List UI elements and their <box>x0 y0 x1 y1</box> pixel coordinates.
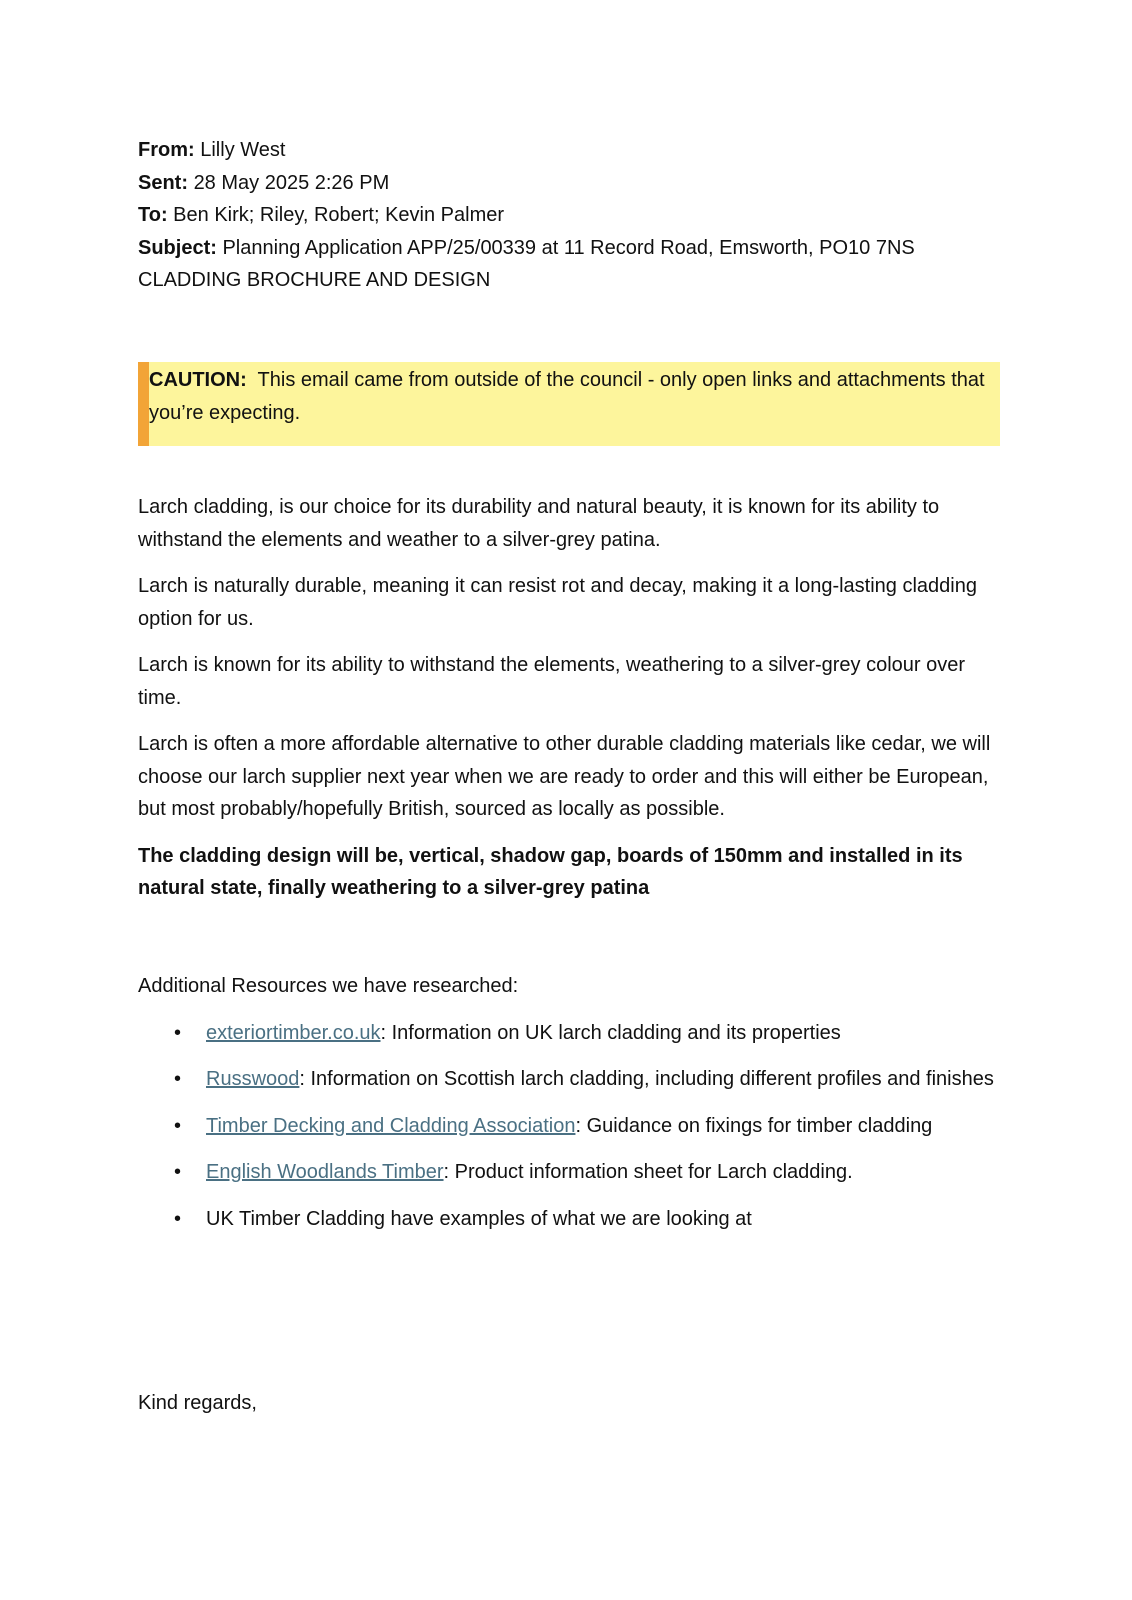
resources-section <box>138 970 1000 1249</box>
subject-label: Subject: <box>138 236 217 259</box>
email-body <box>138 491 1000 919</box>
list-item <box>138 1017 1000 1050</box>
list-item <box>138 1156 1000 1189</box>
resources-intro: Additional Resources we have researched: <box>138 975 519 997</box>
design-statement: The cladding design will be, vertical, shadow gap, boards of 150mm and installed in its natural state, finally weathering to a silver-grey patina <box>138 844 963 899</box>
sent-line <box>138 167 1000 200</box>
list-item-text: : Guidance on fixings for timber cladding <box>575 1114 933 1137</box>
link-tdca[interactable]: Timber Decking and Cladding Association <box>206 1114 576 1137</box>
list-item-text: : Information on Scottish larch cladding, including different profiles and finishes <box>299 1068 994 1090</box>
link-russwood[interactable]: Russwood <box>206 1068 300 1090</box>
signoff: Kind regards, <box>138 1392 257 1414</box>
link-exteriortimber[interactable]: exteriortimber.co.uk <box>206 1021 381 1044</box>
bullet-icon: • <box>174 1021 182 1044</box>
caution-banner <box>138 362 1000 446</box>
link-english-woodlands[interactable]: English Woodlands Timber <box>206 1161 444 1183</box>
from-value: Lilly West <box>200 139 286 161</box>
from-line <box>138 134 1000 167</box>
caution-label: CAUTION: <box>149 369 247 391</box>
list-item <box>138 1063 1000 1096</box>
subject-line <box>138 232 1000 265</box>
list-item-text: : Information on UK larch cladding and its properties <box>380 1021 841 1044</box>
sent-value: 28 May 2025 2:26 PM <box>193 171 390 194</box>
body-paragraph: Larch is often a more affordable alternative to other durable cladding materials like cedar, we will choose our larch supplier next year when we are ready to order and this will either be European, but most probably/hopefully British, sourced as locally as possible. <box>138 733 991 820</box>
list-item-text: : Product information sheet for Larch cladding. <box>443 1161 853 1183</box>
subject-line-continued: CLADDING BROCHURE AND DESIGN <box>138 269 491 291</box>
list-item <box>138 1110 1000 1143</box>
subject-value: Planning Application APP/25/00339 at 11 Record Road, Emsworth, PO10 7NS <box>222 236 915 259</box>
resources-list <box>138 1017 1000 1236</box>
bullet-icon: • <box>174 1068 182 1090</box>
caution-text: This email came from outside of the council - only open links and attachments that you’re expecting. <box>149 369 985 424</box>
list-item <box>138 1203 1000 1236</box>
body-paragraph: Larch is known for its ability to withstand the elements, weathering to a silver-grey colour over time. <box>138 654 966 709</box>
email-header <box>138 134 1000 297</box>
bullet-icon: • <box>174 1207 182 1230</box>
body-paragraph: Larch cladding, is our choice for its durability and natural beauty, it is known for its ability to withstand the elements and weather to a silver-grey patina. <box>138 496 940 551</box>
to-label: To: <box>138 204 168 226</box>
body-paragraph: Larch is naturally durable, meaning it can resist rot and decay, making it a long-lasting cladding option for us. <box>138 575 977 630</box>
from-label: From: <box>138 139 195 161</box>
sent-label: Sent: <box>138 171 188 194</box>
to-line <box>138 199 1000 232</box>
to-value: Ben Kirk; Riley, Robert; Kevin Palmer <box>173 204 505 226</box>
list-item-text: UK Timber Cladding have examples of what we are looking at <box>206 1207 752 1230</box>
bullet-icon: • <box>174 1161 182 1183</box>
bullet-icon: • <box>174 1114 182 1137</box>
